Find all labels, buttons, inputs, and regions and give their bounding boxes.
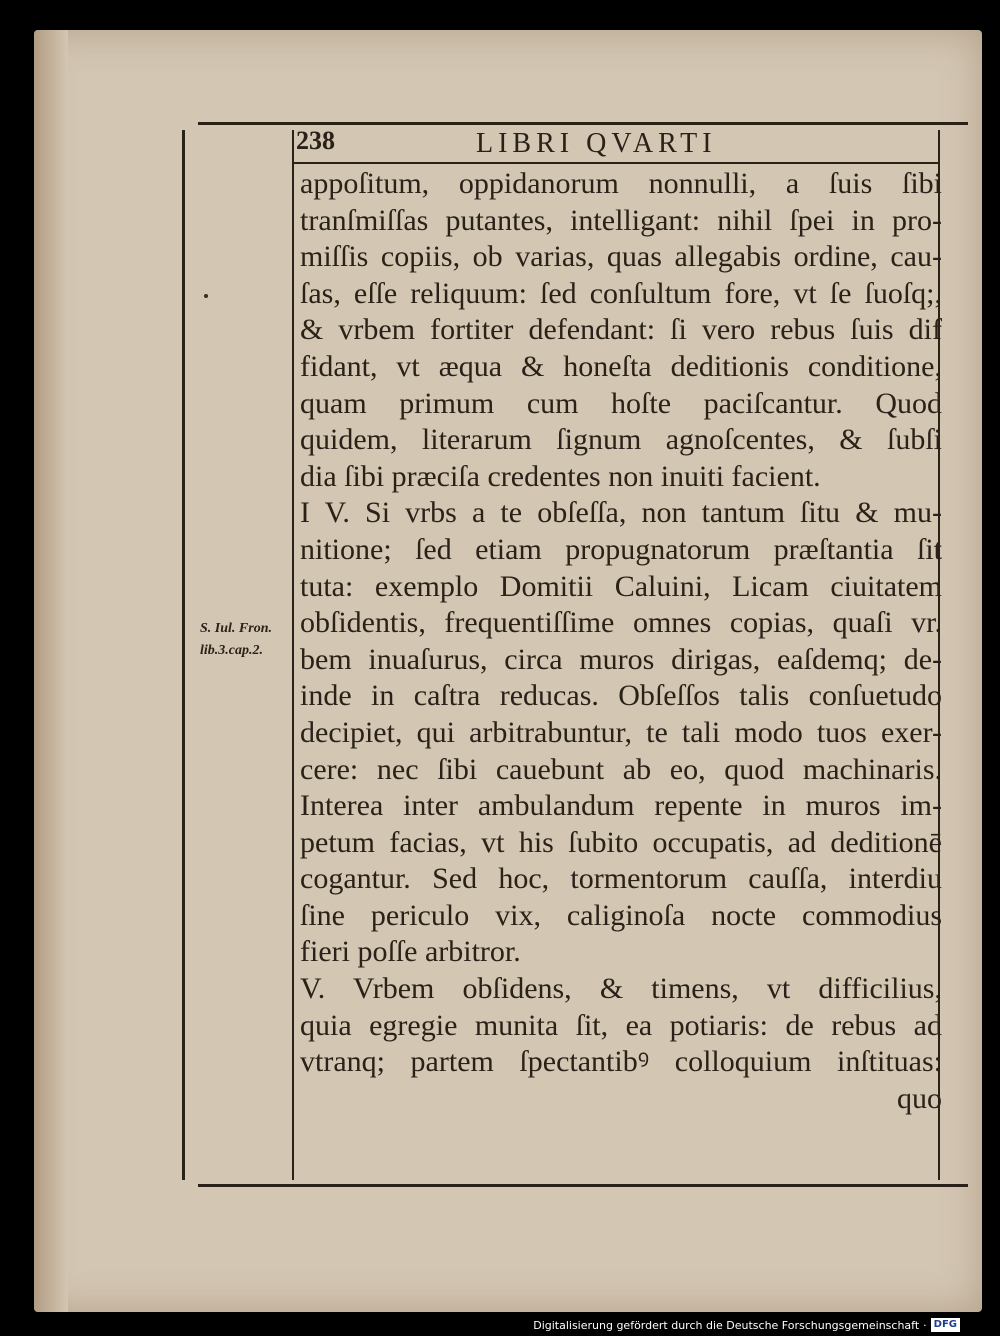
margin-rule-outer xyxy=(182,130,185,1180)
text-line: Interea inter ambulandum repente in muros im- xyxy=(300,789,942,823)
text-line: bem inuaſurus, circa muros dirigas, eaſdemq; de- xyxy=(300,642,942,676)
text-line: appoſitum, oppidanorum nonnulli, a ſuis ſibi xyxy=(300,167,942,200)
catchword: quo xyxy=(897,1081,942,1115)
text-line: fidant, vt æqua & honeſta deditionis conditione, xyxy=(300,349,942,383)
text-line: cogantur. Sed hoc, tormentorum cauſſa, interdiu xyxy=(300,862,942,896)
text-line: miſſis copiis, ob varias, quas allegabis ordine, cau- xyxy=(300,240,942,274)
text-line: quam primum cum hoſte paciſcantur. Quod xyxy=(300,386,942,420)
marginal-note xyxy=(200,618,296,662)
credit-text: Digitalisierung gefördert durch die Deutsche Forschungsgemeinschaft xyxy=(533,1318,920,1332)
text-line: quia egregie munita ſit, ea potiaris: de rebus ad xyxy=(300,1008,942,1042)
ink-dot xyxy=(204,294,208,298)
text-line: ſas, eſſe reliquum: ſed conſultum fore, vt ſe ſuoſq;, xyxy=(300,276,942,310)
text-line: cere: nec ſibi cauebunt ab eo, quod machinaris. xyxy=(300,752,942,786)
page-number: 238 xyxy=(296,126,335,155)
main-text xyxy=(300,166,942,1117)
running-head-title: LIBRI QVARTI xyxy=(476,128,717,159)
text-line: vtranq; partem ſpectantibꝰ colloquium inſtituas: xyxy=(300,1045,942,1079)
text-line: & vrbem fortiter defendant: ſi vero rebus ſuis dif xyxy=(300,313,942,347)
dfg-logo: DFG xyxy=(931,1318,960,1332)
text-line: I V. Si vrbs a te obſeſſa, non tantum ſitu & mu- xyxy=(300,496,942,530)
bottom-rule xyxy=(198,1184,968,1187)
marginal-note-line: lib.3.cap.2. xyxy=(200,643,263,658)
text-line: quidem, literarum ſignum agnoſcentes, & ſubſi xyxy=(300,423,942,457)
page-spine-shadow xyxy=(34,30,68,1312)
text-line: decipiet, qui arbitrabuntur, te tali modo tuos exer- xyxy=(300,715,942,749)
text-line: V. Vrbem obſidens, & timens, vt difficilius, xyxy=(300,972,942,1006)
book-page xyxy=(34,30,982,1312)
text-line: nitione; ſed etiam propugnatorum præſtantia ſit xyxy=(300,532,942,566)
text-line: dia ſibi præciſa credentes non inuiti facient. xyxy=(300,459,821,493)
running-head xyxy=(296,126,936,162)
text-line: fieri poſſe arbitror. xyxy=(300,935,521,969)
text-line: inde in caſtra reducas. Obſeſſos talis conſuetudo xyxy=(300,679,942,713)
text-line: ſine periculo vix, caliginoſa nocte commodius xyxy=(300,898,942,932)
text-line: tuta: exemplo Domitii Caluini, Licam ciuitatem xyxy=(300,569,942,603)
digitization-credit: Digitalisierung gefördert durch die Deutsche Forschungsgemeinschaft · DFG xyxy=(533,1318,960,1332)
top-rule xyxy=(198,122,968,125)
head-rule xyxy=(294,162,938,164)
marginal-note-line: S. Iul. Fron. xyxy=(200,621,272,636)
text-line: tranſmiſſas putantes, intelligant: nihil ſpei in pro- xyxy=(300,203,942,237)
text-line: obſidentis, frequentiſſime omnes copias, quaſi vr. xyxy=(300,606,942,640)
text-line: petum facias, vt his ſubito occupatis, ad deditionē xyxy=(300,825,942,859)
